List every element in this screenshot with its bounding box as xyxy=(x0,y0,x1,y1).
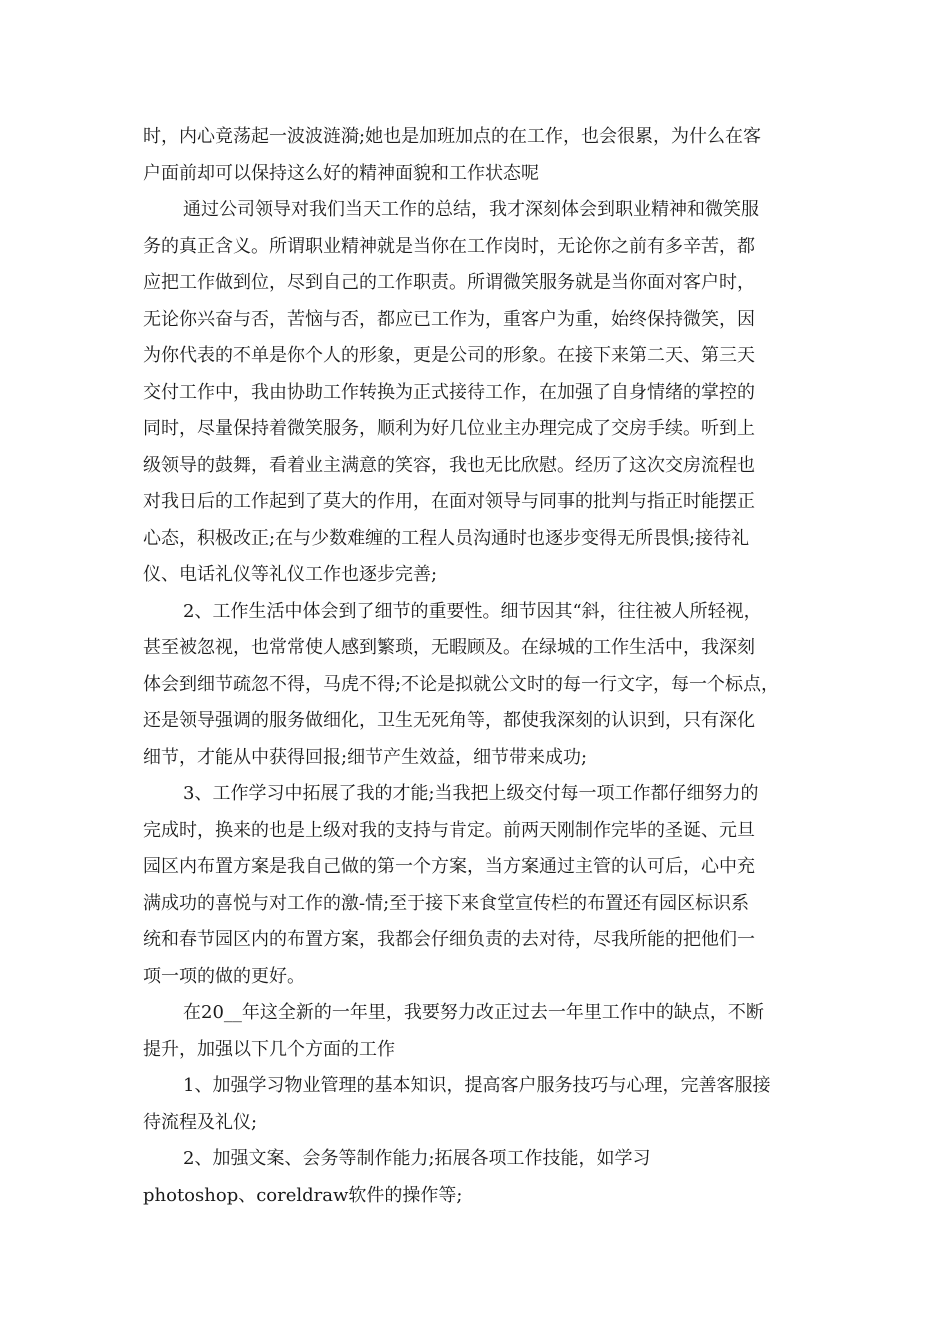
text-line: 统和春节园区内的布置方案，我都会仔细负责的去对待，尽我所能的把他们一 xyxy=(143,929,755,950)
paragraph xyxy=(143,192,823,594)
paragraph xyxy=(143,1068,823,1141)
paragraph xyxy=(143,1141,823,1214)
text-line: 通过公司领导对我们当天工作的总结，我才深刻体会到职业精神和微笑服 xyxy=(183,199,759,220)
text-line: 待流程及礼仪; xyxy=(143,1111,258,1133)
text-line: 为你代表的不单是你个人的形象，更是公司的形象。在接下来第二天、第三天 xyxy=(143,345,755,366)
text-line: 级领导的鼓舞，看着业主满意的笑容，我也无比欣慰。经历了这次交房流程也 xyxy=(143,454,755,476)
text-line: 甚至被忽视，也常常使人感到繁琐，无暇顾及。在绿城的工作生活中，我深刻 xyxy=(143,637,755,658)
text-line: 时，内心竟荡起一波波涟漪;她也是加班加点的在工作，也会很累，为什么在客 xyxy=(143,126,762,147)
text-line: 同时，尽量保持着微笑服务，顺利为好几位业主办理完成了交房手续。听到上 xyxy=(143,418,755,439)
text-line: photoshop、coreldraw软件的操作等; xyxy=(143,1184,463,1206)
paragraph xyxy=(143,776,823,995)
text-line: 在20__年这全新的一年里，我要努力改正过去一年里工作中的缺点，不断 xyxy=(183,1002,764,1023)
text-line: 2、工作生活中体会到了细节的重要性。细节因其“斜，往往被人所轻视， xyxy=(183,600,762,622)
text-line: 对我日后的工作起到了莫大的作用，在面对领导与同事的批判与指正时能摆正 xyxy=(143,491,755,512)
text-line: 心态，积极改正;在与少数难缠的工程人员沟通时也逐步变得无所畏惧;接待礼 xyxy=(143,527,750,549)
text-line: 务的真正含义。所谓职业精神就是当你在工作岗时，无论你之前有多辛苦，都 xyxy=(143,235,755,257)
text-line: 体会到细节疏忽不得，马虎不得;不论是拟就公文时的每一行文字，每一个标点， xyxy=(143,673,780,695)
text-line: 仪、电话礼仪等礼仪工作也逐步完善; xyxy=(143,564,438,585)
document-body xyxy=(143,119,823,1214)
text-line: 无论你兴奋与否，苦恼与否，都应已工作为，重客户为重，始终保持微笑，因 xyxy=(143,308,755,330)
text-line: 户面前却可以保持这么好的精神面貌和工作状态呢 xyxy=(143,162,539,184)
text-line: 提升，加强以下几个方面的工作 xyxy=(143,1038,395,1060)
paragraph xyxy=(143,594,823,777)
text-line: 交付工作中，我由协助工作转换为正式接待工作，在加强了自身情绪的掌控的 xyxy=(143,381,755,403)
text-line: 细节，才能从中获得回报;细节产生效益，细节带来成功; xyxy=(143,746,588,768)
text-line: 3、工作学习中拓展了我的才能;当我把上级交付每一项工作都仔细努力的 xyxy=(183,783,759,804)
text-line: 还是领导强调的服务做细化，卫生无死角等，都使我深刻的认识到，只有深化 xyxy=(143,710,755,731)
paragraph xyxy=(143,995,823,1068)
text-line: 完成时，换来的也是上级对我的支持与肯定。前两天刚制作完毕的圣诞、元旦 xyxy=(143,819,755,841)
paragraph xyxy=(143,119,823,192)
text-line: 满成功的喜悦与对工作的激-情;至于接下来食堂宣传栏的布置还有园区标识系 xyxy=(143,892,750,914)
text-line: 2、加强文案、会务等制作能力;拓展各项工作技能，如学习 xyxy=(183,1148,651,1169)
text-line: 1、加强学习物业管理的基本知识，提高客户服务技巧与心理，完善客服接 xyxy=(183,1075,771,1096)
text-line: 应把工作做到位，尽到自己的工作职责。所谓微笑服务就是当你面对客户时， xyxy=(143,272,755,293)
text-line: 项一项的做的更好。 xyxy=(143,965,305,987)
text-line: 园区内布置方案是我自己做的第一个方案，当方案通过主管的认可后，心中充 xyxy=(143,856,755,877)
